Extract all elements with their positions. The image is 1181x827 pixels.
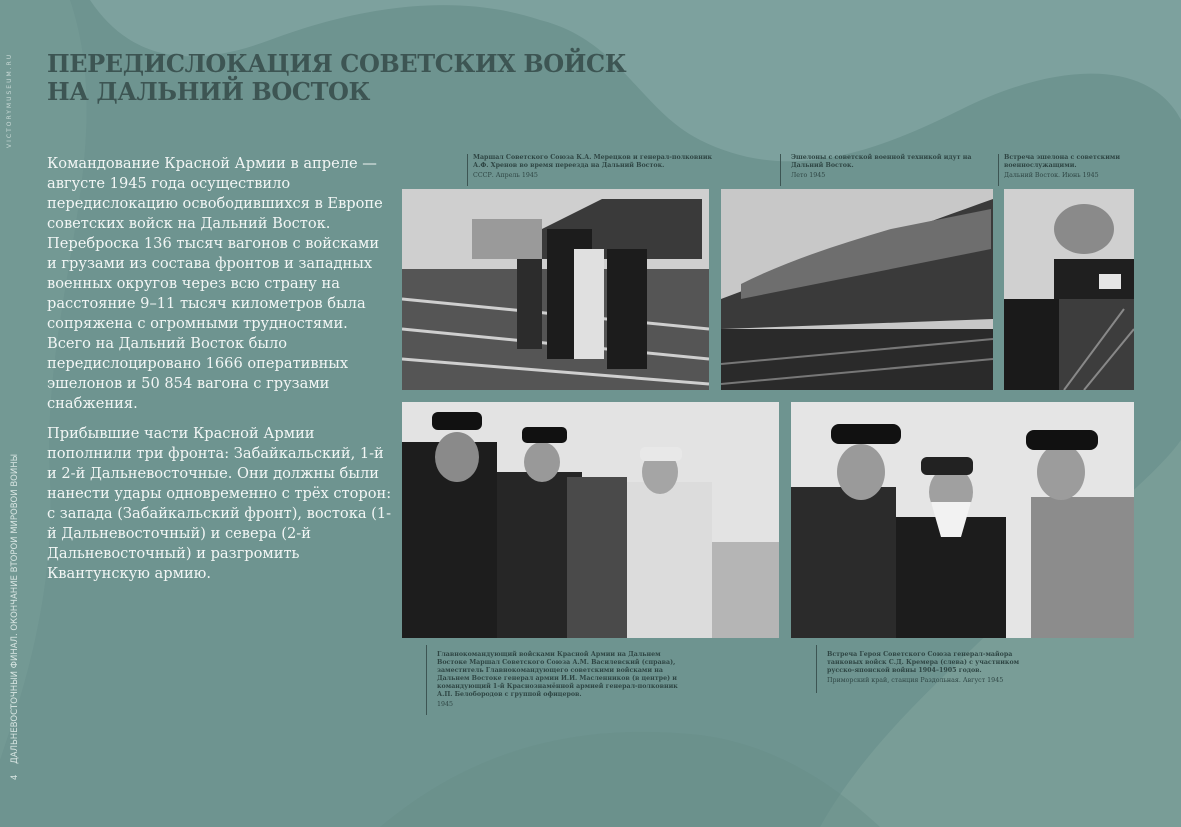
caption-divider [467, 154, 468, 186]
caption-photo-5 [827, 651, 1032, 685]
caption-divider [998, 154, 999, 186]
caption-text: Встреча Героя Советского Союза генерал-майора танковых войск С.Д. Кремера (слева) с участником русско-японской войны 1904–1905 годов. [827, 651, 1020, 674]
page-footer [10, 440, 26, 780]
photo-vasilevsky-officers [402, 402, 779, 638]
caption-date: СССР. Апрель 1945 [473, 172, 538, 179]
caption-photo-4 [437, 651, 687, 709]
caption-photo-1 [473, 154, 723, 180]
caption-divider [816, 645, 817, 693]
caption-text: Главнокомандующий войсками Красной Армии на Дальнем Востоке Маршал Советского Союза А.М. Василевский (справа), заместитель Главнокомандующего советскими войсками на Дальнем Востоке генерал армии И.И. Масленников (в центре) и командующий 1-й Краснознамённой армией генерал-полковник А.П. Белобородов с группой офицеров. [437, 651, 678, 698]
caption-date: Приморский край, станция Раздольная. Август 1945 [827, 677, 1004, 684]
page-title-line1: ПЕРЕДИСЛОКАЦИЯ СОВЕТСКИХ ВОЙСК [47, 49, 627, 78]
caption-divider [780, 154, 781, 186]
caption-text: Встреча эшелона с советскими военнослужащими. [1004, 154, 1121, 169]
caption-date: Лето 1945 [791, 172, 826, 179]
photo-train-meeting [1004, 189, 1134, 390]
website-url: VICTORYMUSEUM.RU [6, 52, 13, 148]
photo-tank-trains [721, 189, 993, 390]
page-number: 4 [10, 774, 20, 780]
page-title [47, 50, 626, 106]
caption-date: 1945 [437, 701, 454, 708]
paragraph-redeployment: Командование Красной Армии в апреле — августе 1945 года осуществило передислокацию освободившихся в Европе советских войск на Дальний Восток. Переброска 136 тысяч вагонов с войсками и грузами из состава фронтов и западных военных округов через всю страну на расстояние 9–11 тысяч километров была сопряжена с огромными трудностями. Всего на Дальний Восток было передислоцировано 1666 оперативных эшелонов и 50 854 вагона с грузами снабжения. [47, 155, 383, 412]
caption-divider [426, 645, 427, 715]
main-text [47, 154, 392, 594]
page-title-line2: НА ДАЛЬНИЙ ВОСТОК [47, 77, 370, 106]
section-title: ДАЛЬНЕВОСТОЧНЫЙ ФИНАЛ. ОКОНЧАНИЕ ВТОРОЙ МИРОВОЙ ВОЙНЫ [10, 453, 20, 764]
caption-date: Дальний Восток. Июнь 1945 [1004, 172, 1099, 179]
paragraph-fronts: Прибывшие части Красной Армии пополнили три фронта: Забайкальский, 1-й и 2-й Дальневосточные. Они должны были нанести удары одновременно с трёх сторон: с запада (Забайкальский фронт), востока (1-й Дальневосточный) и севера (2-й Дальневосточный) и разгромить Квантунскую армию. [47, 425, 392, 582]
photo-kremer-veteran [791, 402, 1134, 638]
caption-photo-3 [1004, 154, 1134, 180]
caption-text: Эшелоны с советской военной техникой идут на Дальний Восток. [791, 154, 972, 169]
caption-text: Маршал Советского Союза К.А. Мерецков и генерал-полковник А.Ф. Хренов во время переезда на Дальний Восток. [473, 154, 713, 169]
photo-meretskov-khrenov [402, 189, 709, 390]
caption-photo-2 [791, 154, 976, 180]
